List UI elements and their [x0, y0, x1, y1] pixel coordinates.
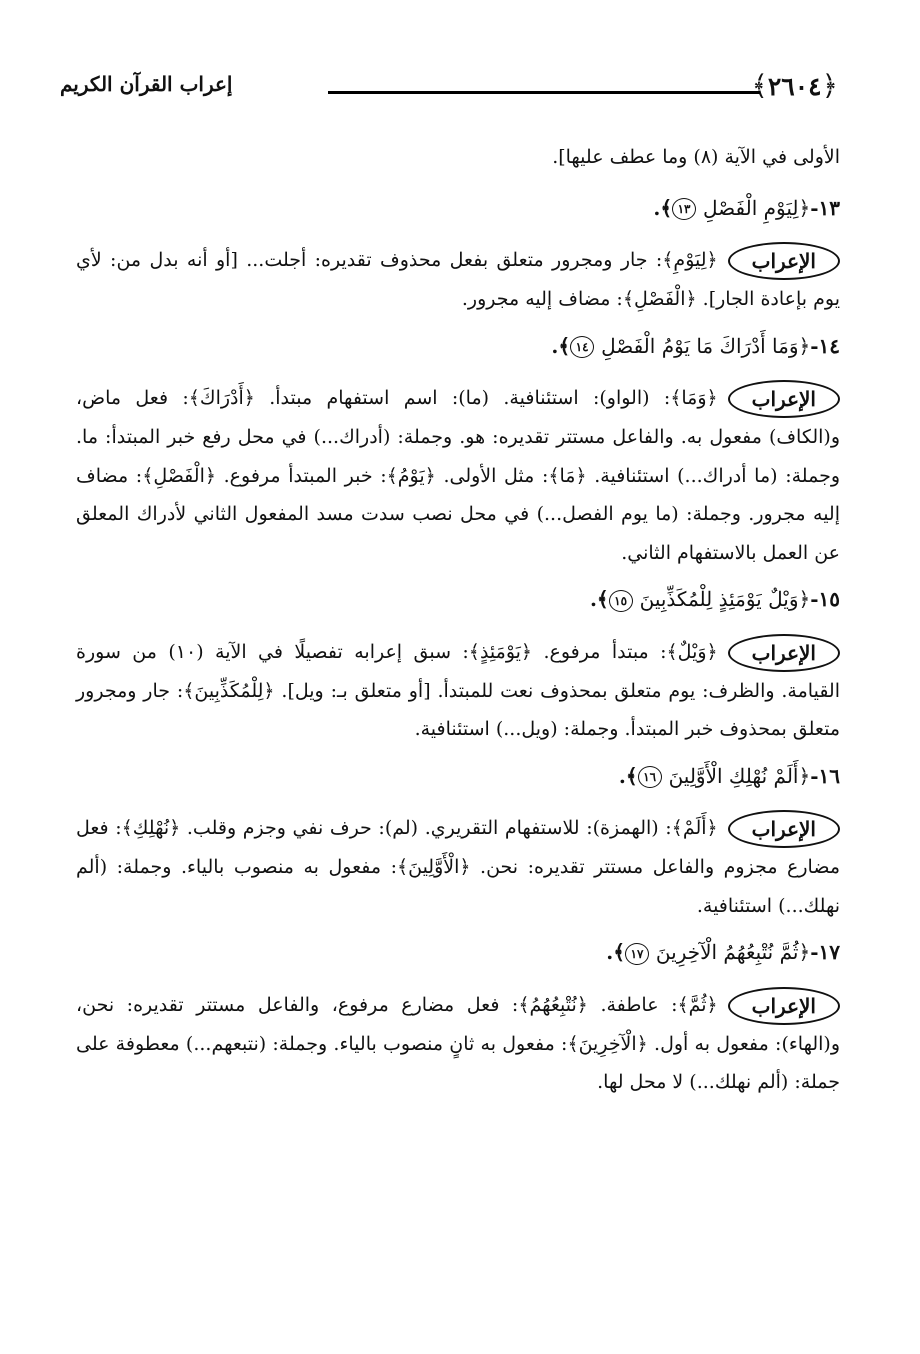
ayah-marker: ١٣	[672, 198, 696, 220]
irab-label: الإعراب	[728, 810, 840, 848]
verse-heading: ١٣-﴿لِيَوْمِ الْفَصْلِ ١٣﴾.	[653, 195, 840, 220]
book-title: إعراب القرآن الكريم	[60, 72, 233, 96]
continuation-text: الأولى في الآية (٨) وما عطف عليها].	[552, 146, 840, 168]
header-rule	[328, 91, 760, 94]
page-number: ﴿٢٦٠٤﴾	[751, 69, 838, 102]
irab-text: ﴿ثُمَّ﴾: عاطفة. ﴿نُتْبِعُهُمُ﴾: فعل مضارع مرفوع، والفاعل مستتر تقديره: نحن، و(الهاء): مفعول به أول. ﴿الْآخِرِينَ﴾: مفعول به ثانٍ منصوب بالياء. وجملة: (نتبعهم...) معطوفة على جملة: (ألم نهلك...) لا محل لها.	[76, 993, 840, 1093]
verse-heading: ١٦-﴿أَلَمْ نُهْلِكِ الْأَوَّلِينَ ١٦﴾.	[618, 763, 840, 788]
ayah-marker: ١٤	[570, 336, 594, 358]
irab-text: ﴿وَيْلٌ﴾: مبتدأ مرفوع. ﴿يَوْمَئِذٍ﴾: سبق إعرابه تفصيلًا في الآية (١٠) من سورة القيامة. والظرف: يوم متعلق بمحذوف نعت للمبتدأ. [أو متعلق بـ: ويل]. ﴿لِلْمُكَذِّبِينَ﴾: جار ومجرور متعلق بمحذوف خبر المبتدأ. وجملة: (ويل...) استئنافية.	[76, 640, 840, 740]
irab-paragraph	[76, 809, 840, 925]
irab-text: ﴿لِيَوْمِ﴾: جار ومجرور متعلق بفعل محذوف تقديره: أجلت... [أو أنه بدل من: لأي يوم بإعادة الجار]. ﴿الْفَصْلِ﴾: مضاف إليه مجرور.	[76, 249, 840, 310]
irab-paragraph	[76, 379, 840, 572]
ayah-marker: ١٦	[638, 766, 662, 788]
irab-label: الإعراب	[728, 380, 840, 418]
irab-paragraph	[76, 633, 840, 749]
irab-text: ﴿أَلَمْ﴾: (الهمزة): للاستفهام التقريري. (لم): حرف نفي وجزم وقلب. ﴿نُهْلِكِ﴾: فعل مضارع مجزوم والفاعل مستتر تقديره: نحن. ﴿الْأَوَّلِينَ﴾: مفعول به منصوب بالياء. وجملة: (ألم نهلك...) استئنافية.	[76, 817, 840, 917]
page-body	[76, 138, 840, 1102]
verse-heading: ١٥-﴿وَيْلٌ يَوْمَئِذٍ لِلْمُكَذِّبِينَ ١٥﴾.	[589, 587, 840, 611]
irab-label: الإعراب	[728, 634, 840, 672]
verse-heading: ١٧-﴿ثُمَّ نُتْبِعُهُمُ الْآخِرِينَ ١٧﴾.	[606, 940, 840, 964]
irab-paragraph	[76, 241, 840, 319]
irab-text: ﴿وَمَا﴾: (الواو): استئنافية. (ما): اسم استفهام مبتدأ. ﴿أَدْرَاكَ﴾: فعل ماض، و(الكاف) مفعول به. والفاعل مستتر تقديره: هو. وجملة: (أدراك...) في محل رفع خبر المبتدأ: ما. وجملة: (ما أدراك...) استئنافية. ﴿مَا﴾: مثل الأولى. ﴿يَوْمُ﴾: خبر المبتدأ مرفوع. ﴿الْفَصْلِ﴾: مضاف إليه مجرور. وجملة: (ما يوم الفصل...) في محل نصب سدت مسد المفعول الثاني لأدراك المعلق عن العمل بالاستفهام الثاني.	[76, 387, 840, 564]
verse-heading: ١٤-﴿وَمَا أَدْرَاكَ مَا يَوْمُ الْفَصْلِ ١٤﴾.	[551, 333, 840, 358]
irab-paragraph	[76, 986, 840, 1102]
ayah-marker: ١٥	[609, 590, 633, 612]
irab-label: الإعراب	[728, 242, 840, 280]
irab-label: الإعراب	[728, 987, 840, 1025]
page-header	[60, 66, 850, 112]
ayah-marker: ١٧	[625, 943, 649, 965]
